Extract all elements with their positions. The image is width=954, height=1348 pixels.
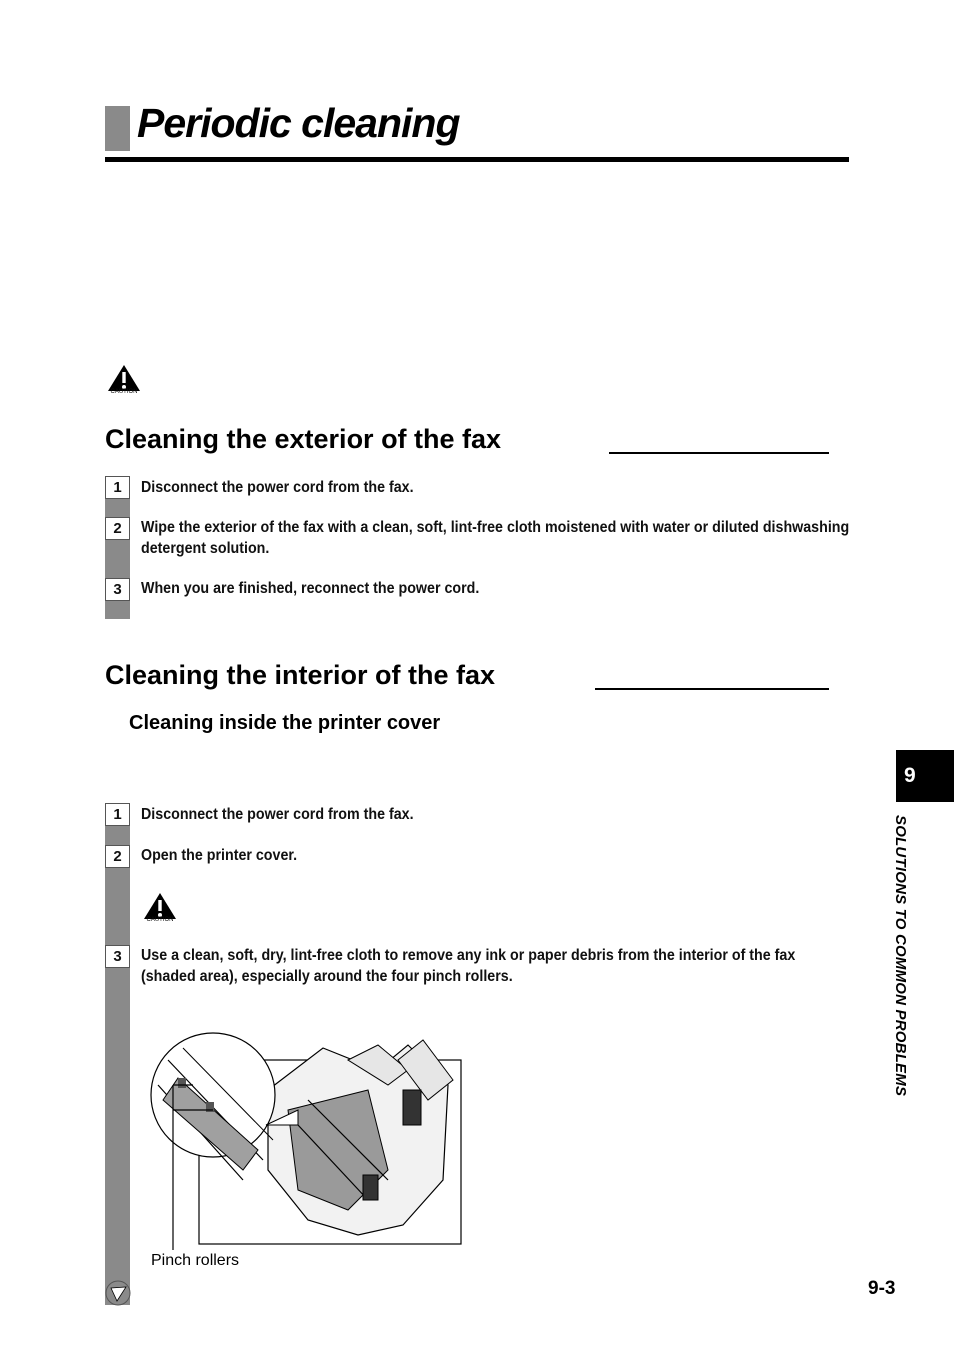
exterior-heading-rule xyxy=(609,452,829,454)
interior-step-text: Disconnect the power cord from the fax. xyxy=(141,806,414,823)
exterior-step-number: 2 xyxy=(105,517,130,540)
exterior-heading: Cleaning the exterior of the fax xyxy=(105,424,502,454)
interior-heading: Cleaning the interior of the fax xyxy=(105,660,496,690)
chapter-tab xyxy=(896,750,954,802)
pinch-rollers-callout: Pinch rollers xyxy=(151,1252,240,1269)
interior-step-number: 1 xyxy=(105,803,130,826)
interior-step-number: 3 xyxy=(105,945,130,968)
exterior-step-number: 1 xyxy=(105,476,130,499)
exterior-step-text: Disconnect the power cord from the fax. xyxy=(141,479,414,496)
interior-heading-rule xyxy=(595,688,829,690)
page-title-block xyxy=(105,100,849,164)
warning-triangle-icon xyxy=(107,364,141,392)
interior-subheading: Cleaning inside the printer cover xyxy=(129,712,441,734)
interior-step-number: 2 xyxy=(105,845,130,868)
caution-icon xyxy=(143,892,177,928)
chapter-number: 9 xyxy=(904,764,916,787)
page-title: Periodic cleaning xyxy=(137,100,460,146)
title-marker xyxy=(105,106,130,151)
caution-icon xyxy=(107,364,141,400)
interior-step-text: Use a clean, soft, dry, lint-free cloth to remove any ink or paper debris from the interior of the fax (shaded area), especially around the four pinch rollers. xyxy=(141,947,796,985)
interior-step-bar xyxy=(105,803,130,1305)
interior-step-text: Open the printer cover. xyxy=(141,847,298,864)
caution-label: CAUTION xyxy=(110,389,138,395)
exterior-step-text: When you are finished, reconnect the power cord. xyxy=(141,580,480,597)
page-number: 9-3 xyxy=(868,1278,896,1299)
end-of-procedure-icon xyxy=(105,1280,131,1306)
title-rule xyxy=(105,157,849,162)
caution-label: CAUTION xyxy=(146,917,174,923)
exterior-step-number: 3 xyxy=(105,578,130,601)
warning-triangle-icon xyxy=(143,892,177,920)
chapter-label: SOLUTIONS TO COMMON PROBLEMS xyxy=(892,815,909,1097)
exterior-step-text: Wipe the exterior of the fax with a clean, soft, lint-free cloth moistened with water or diluted dishwashing detergent solution. xyxy=(141,519,850,557)
fax-interior-illustration xyxy=(148,1030,468,1252)
